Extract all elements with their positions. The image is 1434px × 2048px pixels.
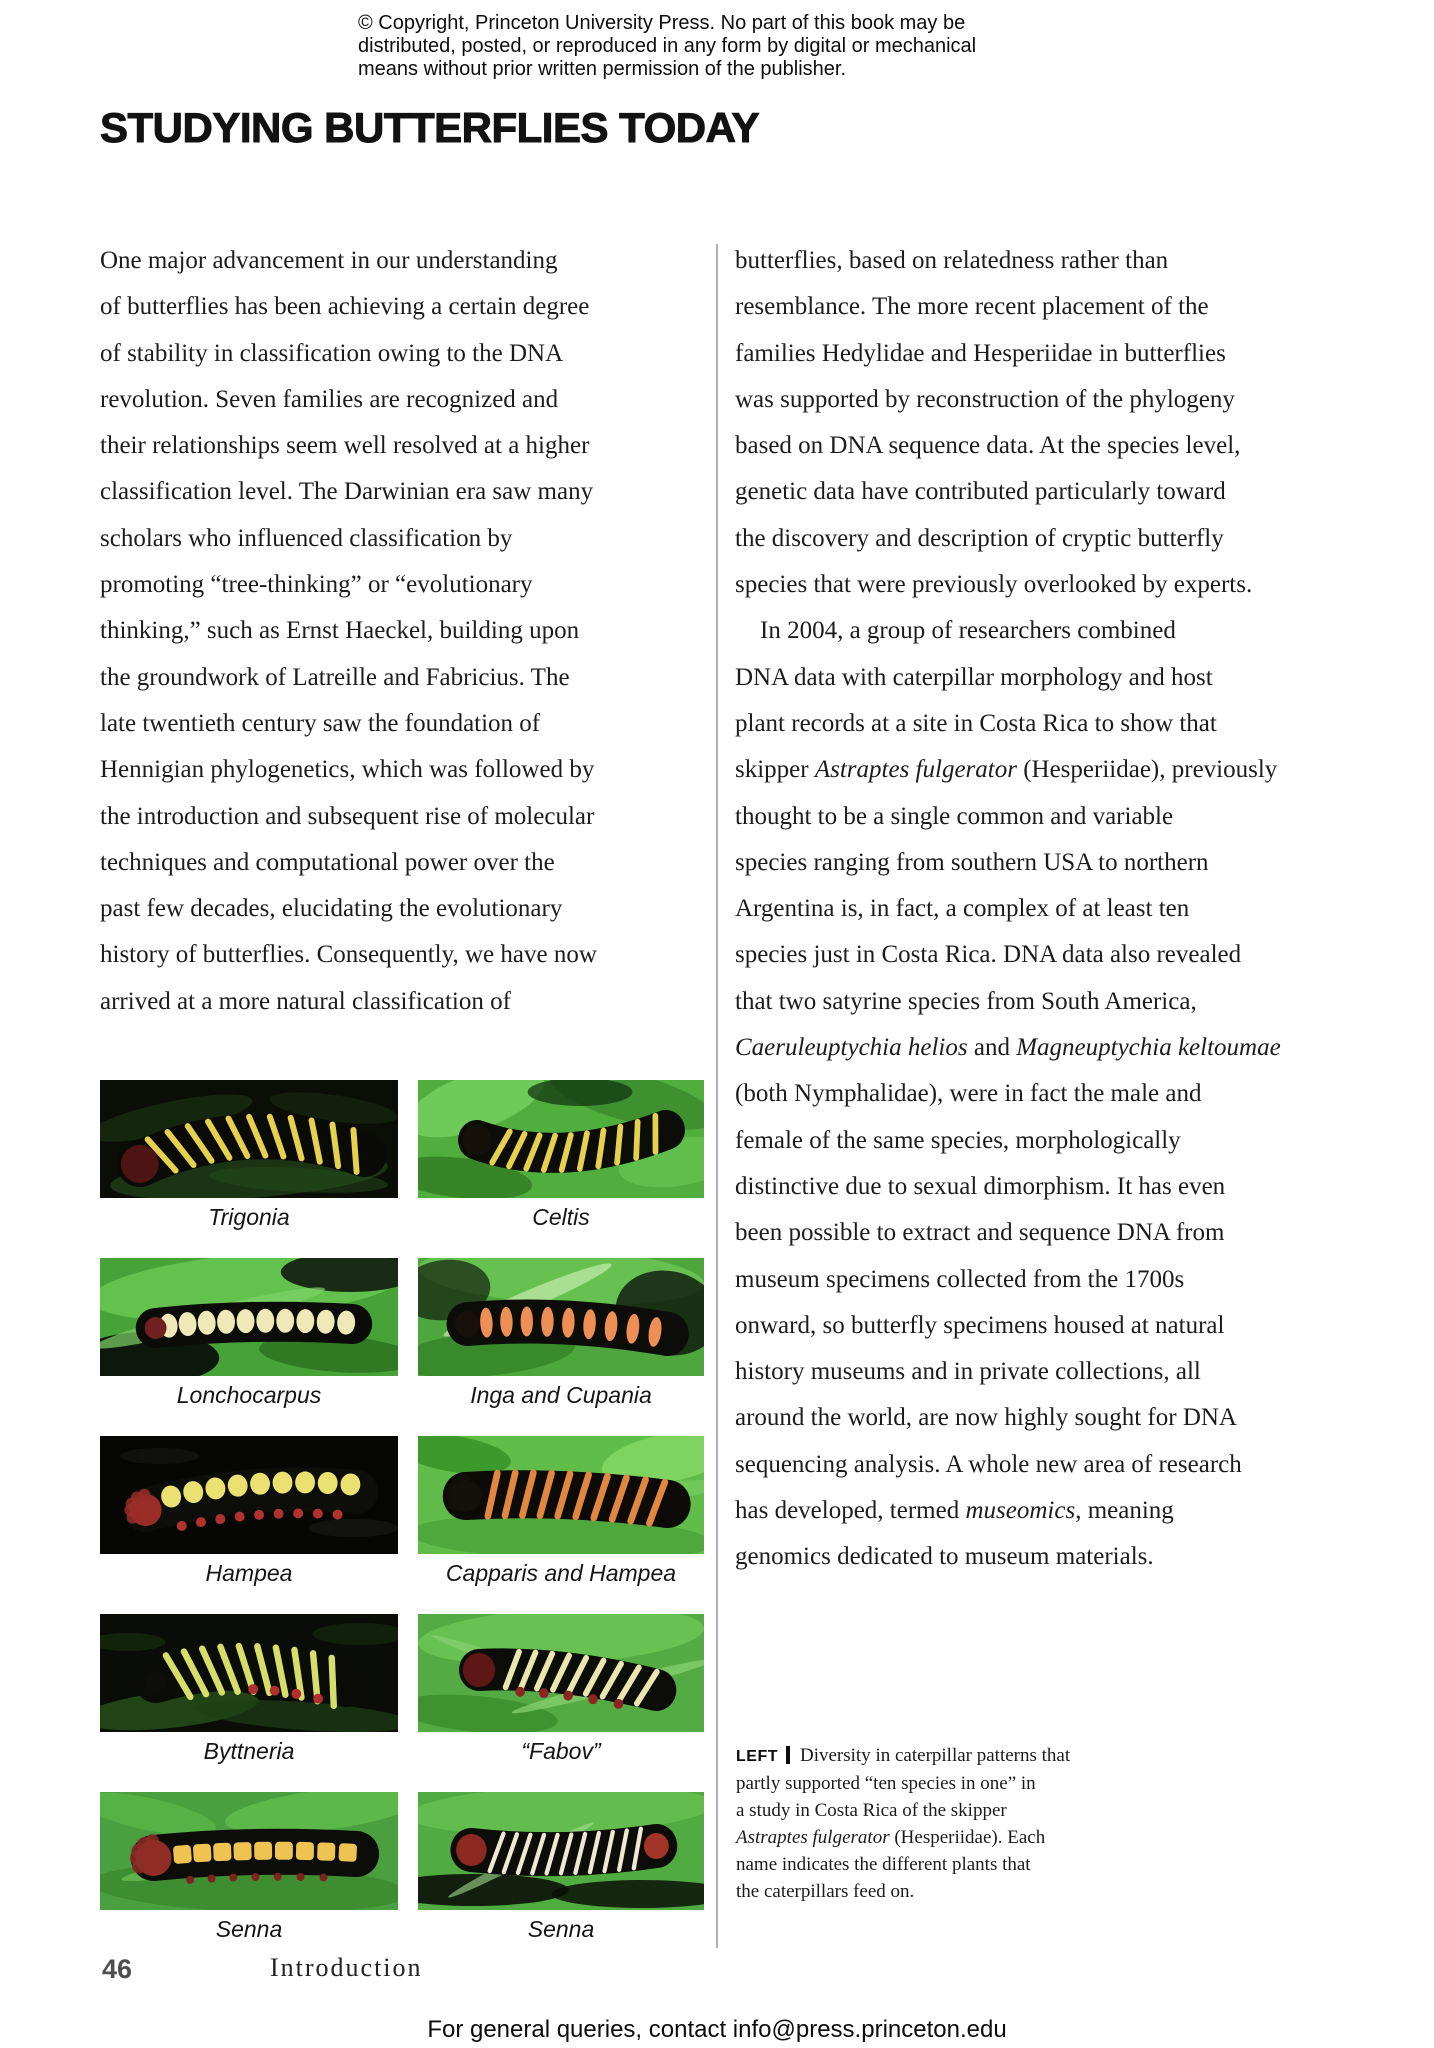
text-line: techniques and computational power over the (100, 848, 555, 876)
photo-caption: Capparis and Hampea (445, 1560, 677, 1586)
text-line: Hennigian phylogenetics, which was followed by (100, 756, 595, 784)
text-line: genomics dedicated to museum materials. (735, 1543, 1154, 1571)
text-line: Argentina is, in fact, a complex of at least ten (735, 895, 1190, 923)
caterpillar-image (100, 1258, 398, 1376)
text-line: classification level. The Darwinian era saw many (100, 478, 594, 506)
text-line: based on DNA sequence data. At the species level, (735, 432, 1241, 460)
text-line: © Copyright, Princeton University Press. No part of this book may be (358, 12, 966, 34)
text-line: the groundwork of Latreille and Fabricius. The (100, 663, 570, 691)
figure-caption-label: LEFT (736, 1748, 778, 1765)
caterpillar-image (418, 1080, 704, 1198)
text-line: genetic data have contributed particularly toward (735, 478, 1226, 506)
text-line: museum specimens collected from the 1700s (735, 1265, 1185, 1293)
photo-caption: Byttneria (203, 1738, 295, 1764)
photo-caption: Inga and Cupania (470, 1382, 652, 1408)
body-left-column (100, 238, 712, 1025)
page-title: STUDYING BUTTERFLIES TODAY (100, 104, 760, 152)
caterpillar-image (418, 1436, 704, 1554)
text-line: revolution. Seven families are recognized and (100, 385, 559, 413)
text-line: arrived at a more natural classification of (100, 987, 511, 1015)
text-line: has developed, termed museomics, meaning (735, 1497, 1174, 1525)
text-line: thought to be a single common and variable (735, 802, 1174, 830)
caterpillar-image (418, 1258, 704, 1376)
caterpillar-photo (100, 1614, 398, 1765)
text-line: scholars who influenced classification by (100, 524, 513, 552)
figure-grid (100, 1080, 704, 1950)
text-line: Caeruleuptychia helios and Magneuptychia keltoumae (735, 1034, 1281, 1062)
text-line: LEFT Diversity in caterpillar patterns that (736, 1745, 1071, 1766)
text-line: name indicates the different plants that (736, 1854, 1031, 1875)
caterpillar-image (418, 1614, 704, 1732)
photo-caption: Senna (527, 1916, 595, 1942)
text-line: means without prior written permission of the publisher. (358, 58, 847, 80)
caterpillar-image (100, 1614, 398, 1732)
text-line: DNA data with caterpillar morphology and host (735, 663, 1213, 691)
text-line: of butterflies has been achieving a certain degree (100, 293, 590, 321)
text-line: species that were previously overlooked by experts. (735, 571, 1253, 599)
text-line: distinctive due to sexual dimorphism. It has even (735, 1172, 1226, 1200)
text-line: their relationships seem well resolved at a higher (100, 432, 590, 460)
section-title: Introduction (270, 1953, 423, 1982)
caterpillar-photo (418, 1436, 704, 1587)
caterpillar-photo (418, 1792, 704, 1943)
text-line: late twentieth century saw the foundation of (100, 709, 541, 737)
text-line: history museums and in private collections, all (735, 1358, 1201, 1386)
text-line: skipper Astraptes fulgerator (Hesperiidae), previously (735, 756, 1278, 784)
caterpillar-image (100, 1436, 398, 1554)
text-line: In 2004, a group of researchers combined (735, 617, 1176, 645)
text-line: female of the same species, morphologically (735, 1126, 1181, 1154)
text-line: that two satyrine species from South America, (735, 987, 1197, 1015)
caterpillar-image (418, 1792, 704, 1910)
text-line: of stability in classification owing to the DNA (100, 339, 564, 367)
text-line: the introduction and subsequent rise of molecular (100, 802, 595, 830)
text-line: onward, so butterfly specimens housed at natural (735, 1311, 1225, 1339)
text-line: sequencing analysis. A whole new area of research (735, 1450, 1242, 1478)
photo-caption: Lonchocarpus (176, 1382, 322, 1408)
caterpillar-image (100, 1080, 398, 1198)
column-divider-rule (716, 244, 718, 1948)
page-number: 46 (102, 1954, 133, 1984)
photo-caption: Hampea (205, 1560, 293, 1586)
text-line: been possible to extract and sequence DNA from (735, 1219, 1225, 1247)
text-line: butterflies, based on relatedness rather than (735, 247, 1169, 274)
copyright-notice (358, 12, 1038, 81)
text-line: was supported by reconstruction of the phylogeny (735, 385, 1235, 413)
text-line: distributed, posted, or reproduced in any form by digital or mechanical (358, 35, 977, 57)
caterpillar-photo (100, 1792, 398, 1943)
text-line: families Hedylidae and Hesperiidae in butterflies (735, 339, 1226, 367)
text-line: Astraptes fulgerator (Hesperiidae). Each (736, 1827, 1046, 1848)
text-line: the caterpillars feed on. (736, 1881, 915, 1902)
text-line: promoting “tree-thinking” or “evolutionary (100, 571, 533, 599)
text-line: species ranging from southern USA to northern (735, 848, 1209, 876)
text-line: One major advancement in our understanding (100, 247, 558, 274)
text-line: thinking,” such as Ernst Haeckel, building upon (100, 617, 580, 645)
text-line: resemblance. The more recent placement of the (735, 293, 1209, 321)
figure-caption (736, 1742, 1136, 1905)
caterpillar-photo (100, 1080, 398, 1231)
text-line: (both Nymphalidae), were in fact the male and (735, 1080, 1202, 1108)
caterpillar-photo (418, 1614, 704, 1765)
footer-query-line: For general queries, contact info@press.princeton.edu (427, 2016, 1007, 2043)
text-line: past few decades, elucidating the evolutionary (100, 895, 563, 923)
caterpillar-photo (100, 1258, 398, 1409)
text-line: history of butterflies. Consequently, we have now (100, 941, 597, 969)
caption-bar-icon (786, 1746, 790, 1764)
photo-caption: “Fabov” (521, 1738, 601, 1764)
text-line: species just in Costa Rica. DNA data also revealed (735, 941, 1242, 969)
body-right-column (735, 238, 1375, 1581)
caterpillar-photo (100, 1436, 398, 1587)
text-line: around the world, are now highly sought for DNA (735, 1404, 1237, 1432)
photo-caption: Trigonia (208, 1204, 290, 1230)
caterpillar-image (100, 1792, 398, 1910)
caterpillar-photo (418, 1080, 704, 1231)
text-line: partly supported “ten species in one” in (736, 1773, 1036, 1794)
photo-caption: Senna (215, 1916, 283, 1942)
text-line: a study in Costa Rica of the skipper (736, 1800, 1007, 1821)
text-line: the discovery and description of cryptic butterfly (735, 524, 1224, 552)
text-line: plant records at a site in Costa Rica to show that (735, 709, 1217, 737)
caterpillar-photo (418, 1258, 704, 1409)
photo-caption: Celtis (532, 1204, 590, 1230)
